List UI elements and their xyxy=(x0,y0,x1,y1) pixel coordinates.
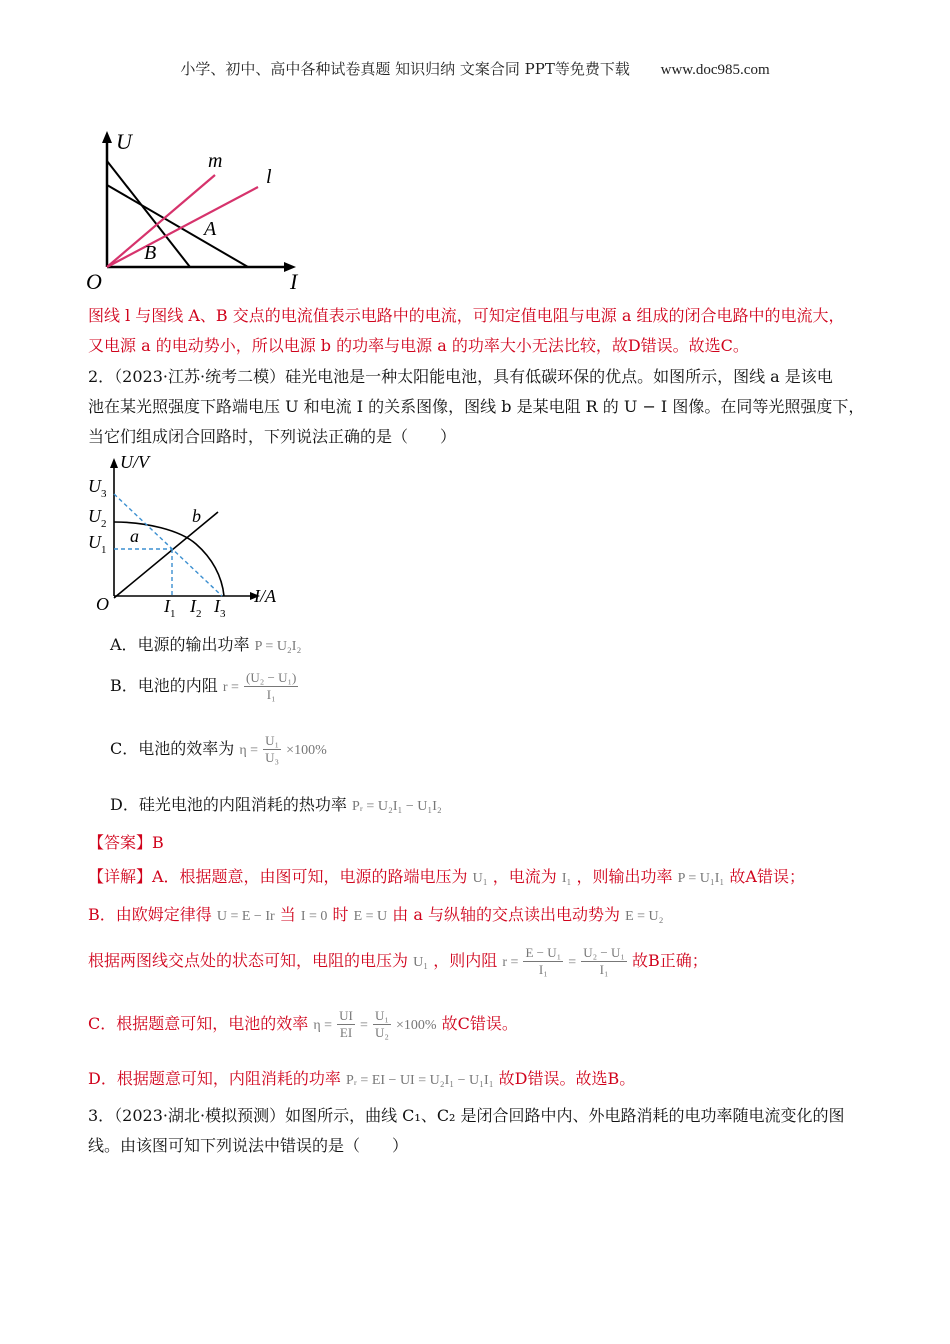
fig2-label-U2: $U_2$ xyxy=(88,506,107,530)
detail-l1-text-a: 【详解】A．根据题意，由图可知，电源的路端电压为 xyxy=(88,867,468,886)
option-C-lhs: η = xyxy=(239,743,259,758)
option-C-text: C．电池的效率为 xyxy=(110,739,235,758)
answer-label: 【答案】B xyxy=(88,833,164,852)
detail-l4-text-b: 故C错误。 xyxy=(441,1014,518,1033)
fig2-label-U3: $U_3$ xyxy=(88,476,107,500)
q2-line-1: 2．（2023·江苏·统考二模）硅光电池是一种太阳能电池，具有低碳环保的优点。如图所示，图线 a 是该电 xyxy=(88,367,833,386)
detail-l3-num-2: U₂ − U₁ xyxy=(583,945,625,960)
q3-line-2: 线。由该图可知下列说法中错误的是（ ） xyxy=(88,1136,409,1155)
detail-line-1 xyxy=(88,864,805,887)
option-C-denominator: U₃ xyxy=(265,750,280,765)
detail-l3-fraction-1 xyxy=(523,945,563,978)
detail-l1-formula-3: P = U₁I₁ xyxy=(677,871,725,886)
detail-l5-text-b: 故D错误。故选B。 xyxy=(498,1069,636,1088)
detail-line-2 xyxy=(88,902,664,925)
fig2-label-I3: $I_3$ xyxy=(214,596,226,620)
detail-l2-text-c: 时 xyxy=(332,905,349,924)
question-2 xyxy=(88,362,868,452)
detail-l5-text-a: D．根据题意可知，内阻消耗的功率 xyxy=(88,1069,341,1088)
question-3 xyxy=(88,1101,868,1161)
detail-l2-formula-1: U = E − Ir xyxy=(216,909,275,924)
option-D-text: D．硅光电池的内阻消耗的热功率 xyxy=(110,795,347,814)
detail-l3-text-b: ，则内阻 xyxy=(433,951,498,970)
option-A[interactable] xyxy=(110,632,301,655)
detail-l3-equals: = xyxy=(568,955,577,970)
fig1-label-l: l xyxy=(266,166,272,188)
option-B-fraction xyxy=(244,670,298,703)
option-A-text: A．电源的输出功率 xyxy=(110,635,250,654)
fig2-label-I1: $I_1$ xyxy=(164,596,176,620)
detail-l5-formula-1: Pᵣ = EI − UI = U₂I₁ − U₁I₁ xyxy=(345,1073,494,1088)
q2-line-2: 池在某光照强度下路端电压 U 和电流 I 的关系图像，图线 b 是某电阻 R 的 U − I 图像。在同等光照强度下， xyxy=(88,397,865,416)
detail-l4-fraction-2 xyxy=(373,1008,391,1041)
detail-l4-fraction-1 xyxy=(337,1008,355,1041)
fig1-label-A: A xyxy=(204,218,217,240)
detail-l1-text-c: ，则输出功率 xyxy=(576,867,673,886)
fig2-y-arrow xyxy=(110,458,118,468)
fig1-label-B: B xyxy=(144,242,157,264)
option-B-text: B．电池的内阻 xyxy=(110,676,218,695)
detail-l4-tail: ×100% xyxy=(395,1018,437,1033)
page-header xyxy=(0,58,950,79)
fig1-label-O: O xyxy=(86,269,102,294)
fig1-line-m xyxy=(107,175,215,267)
detail-l4-equals: = xyxy=(359,1018,368,1033)
fig1-label-U: U xyxy=(116,129,132,154)
header-text: 小学、初中、高中各种试卷真题 知识归纳 文案合同 PPT等免费下载 xyxy=(180,60,630,78)
detail-l2-formula-2: I = 0 xyxy=(300,909,328,924)
fig1-label-m: m xyxy=(208,150,223,172)
figure-2-graph xyxy=(84,452,304,624)
detail-l4-num-1: UI xyxy=(339,1008,353,1023)
detail-l3-fraction-2 xyxy=(581,945,627,978)
fig2-line-b xyxy=(114,512,218,598)
q3-line-1: 3．（2023·湖北·模拟预测）如图所示，曲线 C₁、C₂ 是闭合回路中内、外电路消耗的电功率随电流变化的图 xyxy=(88,1106,845,1125)
prev-answer xyxy=(88,301,868,361)
detail-l1-formula-2: I₁ xyxy=(561,871,572,886)
detail-l4-den-1: EI xyxy=(339,1025,353,1040)
detail-l3-text-c: 故B正确； xyxy=(632,951,708,970)
detail-l4-den-2: U₂ xyxy=(374,1025,389,1040)
fig1-y-arrow xyxy=(102,131,112,143)
detail-l1-text-b: ，电流为 xyxy=(492,867,557,886)
fig2-label-b: b xyxy=(192,506,201,526)
fig2-label-U1: $U_1$ xyxy=(88,532,107,556)
detail-l1-text-d: 故A错误； xyxy=(729,867,805,886)
detail-l1-formula-1: U₁ xyxy=(472,871,488,886)
prev-answer-line-1: 图线 l 与图线 A、B 交点的电流值表示电路中的电流，可知定值电阻与电源 a 组成的闭合电路中的电流大， xyxy=(88,306,845,325)
detail-l3-text-a: 根据两图线交点处的状态可知，电阻的电压为 xyxy=(88,951,409,970)
figure-1-graph xyxy=(80,125,320,295)
option-C-fraction xyxy=(263,733,281,766)
option-B-numerator: (U₂ − U₁) xyxy=(246,670,297,685)
option-C-numerator: U₁ xyxy=(265,733,280,748)
option-C[interactable] xyxy=(110,733,327,766)
detail-l3-den-1: I₁ xyxy=(538,962,548,977)
option-D-formula: Pᵣ = U₂I₁ − U₁I₂ xyxy=(351,799,442,814)
q2-line-3: 当它们组成闭合回路时，下列说法正确的是（ ） xyxy=(88,427,457,446)
fig2-label-a: a xyxy=(130,526,139,546)
detail-l3-den-2: I₁ xyxy=(599,962,609,977)
detail-l3-num-1: E − U₁ xyxy=(525,945,562,960)
detail-line-3 xyxy=(88,945,708,978)
option-B-denominator: I₁ xyxy=(266,687,276,702)
option-C-tail: ×100% xyxy=(286,743,327,758)
detail-line-5 xyxy=(88,1066,635,1089)
fig2-label-I2: $I_2$ xyxy=(190,596,202,620)
detail-l2-formula-3: E = U xyxy=(353,909,388,924)
detail-l2-formula-4: E = U₂ xyxy=(625,909,664,924)
option-B-lhs: r = xyxy=(222,680,239,695)
detail-l2-text-b: 当 xyxy=(279,905,296,924)
detail-l4-text-a: C．根据题意可知，电池的效率 xyxy=(88,1014,309,1033)
prev-answer-line-2: 又电源 a 的电动势小，所以电源 b 的功率与电源 a 的功率大小无法比较，故D错误。故选C。 xyxy=(88,336,749,355)
option-B[interactable] xyxy=(110,670,298,703)
fig2-label-O: O xyxy=(96,594,109,614)
option-A-formula: P = U₂I₂ xyxy=(254,639,302,654)
fig2-label-yaxis: U/V xyxy=(120,452,149,472)
option-D[interactable] xyxy=(110,792,442,815)
detail-l3-formula-1: U₁ xyxy=(413,955,429,970)
detail-l2-text-d: 由 a 与纵轴的交点读出电动势为 xyxy=(392,905,620,924)
detail-line-4 xyxy=(88,1008,518,1041)
detail-l3-lhs: r = xyxy=(502,955,519,970)
fig2-label-xaxis: I/A xyxy=(254,586,276,606)
detail-l4-num-2: U₁ xyxy=(374,1008,389,1023)
fig1-label-I: I xyxy=(290,269,298,294)
detail-l2-text-a: B．由欧姆定律得 xyxy=(88,905,212,924)
detail-l4-lhs: η = xyxy=(313,1018,333,1033)
header-url[interactable]: www.doc985.com xyxy=(660,62,770,78)
